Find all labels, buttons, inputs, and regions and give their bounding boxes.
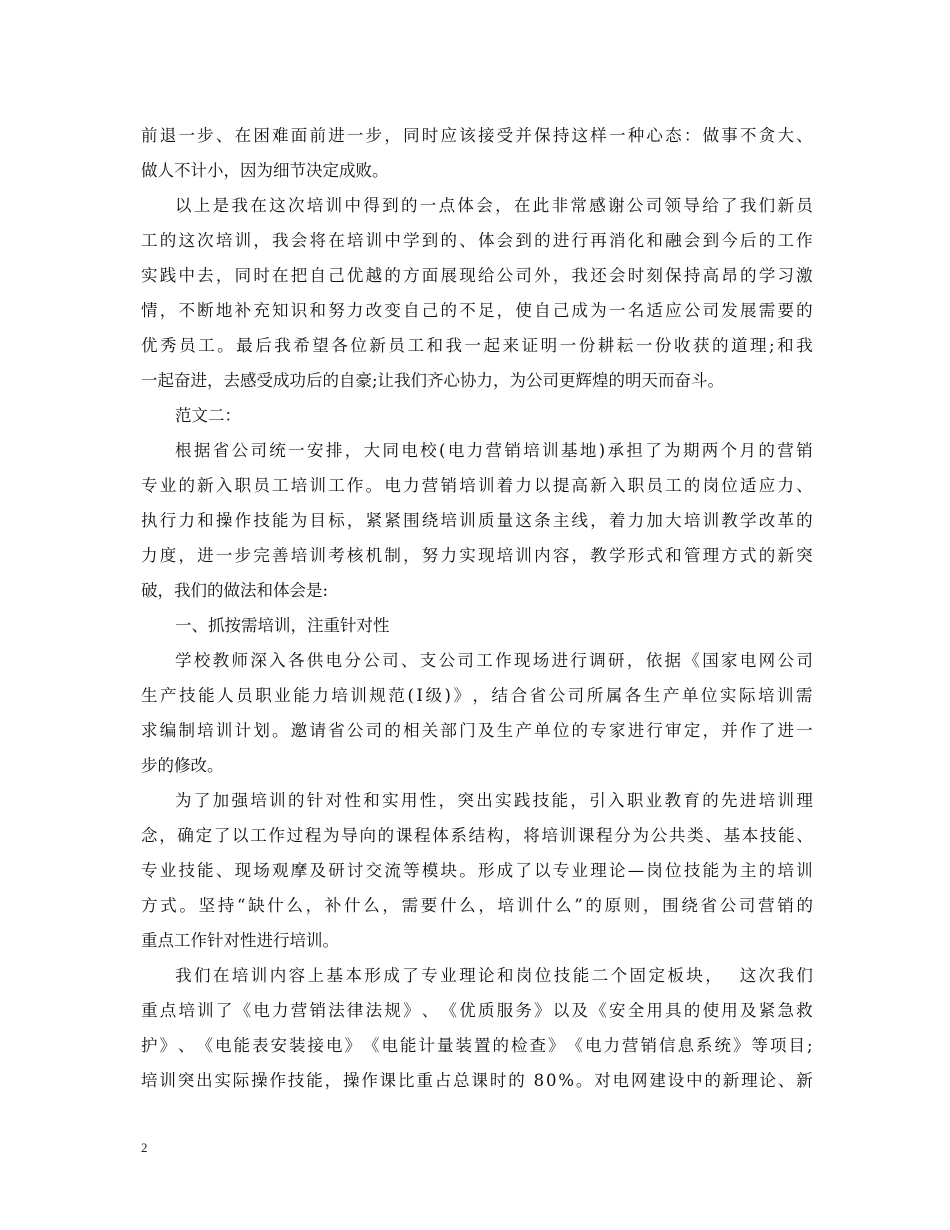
text-line [141,363,813,398]
text-line: 护 》 、 《 电 能 表 安 装 接 电 》 《 电 能 计 量 装 置 的 检 查 》 《 电 力 营 销 信 息 系 统 》 等 项 目 ; [141,1036,813,1055]
text-line-content: 一、抓按需培训，注重针对性 [175,616,390,635]
text-line [141,573,813,608]
text-line-content: 做人不计小，因为细节决定成败。 [141,161,389,180]
text-line: 优 秀 员 工 。 最 后 我 希 望 各 位 新 员 工 和 我 一 起 来 证 明 一 份 耕 耘 一 份 收 获 的 道 理 ; 和 我 [141,336,813,355]
text-line: 方 式 。 坚 持 “ 缺 什 么 ， 补 什 么 ， 需 要 什 么 ， 培 训 什 么 ” 的 原 则 ， 围 绕 省 公 司 营 销 的 [141,896,813,915]
text-line: 力 度 ， 进 一 步 完 善 培 训 考 核 机 制 ， 努 力 实 现 培 训 内 容 ， 教 学 形 式 和 管 理 方 式 的 新 突 [141,546,813,565]
text-line: 培 训 突 出 实 际 操 作 技 能 ， 操 作 课 比 重 占 总 课 时 的 8 0 % 。 对 电 网 建 设 中 的 新 理 论 、 新 [141,1071,813,1090]
text-line: 我 们 在 培 训 内 容 上 基 本 形 成 了 专 业 理 论 和 岗 位 技 能 二 个 固 定 板 块 ， 这 次 我 们 [175,966,813,985]
text-line: 前 退 一 步 、 在 困 难 面 前 进 一 步 ， 同 时 应 该 接 受 并 保 持 这 样 一 种 心 态 ： 做 事 不 贪 大 、 [141,126,813,145]
text-line: 专 业 的 新 入 职 员 工 培 训 工 作 。 电 力 营 销 培 训 着 力 以 提 高 新 入 职 员 工 的 岗 位 适 应 力 、 [141,476,813,495]
text-line-content: 步的修改。 [141,756,224,775]
text-line: 根 据 省 公 司 统 一 安 排 ， 大 同 电 校 ( 电 力 营 销 培 训 基 地 ) 承 担 了 为 期 两 个 月 的 营 销 [175,441,813,460]
text-line: 为 了 加 强 培 训 的 针 对 性 和 实 用 性 ， 突 出 实 践 技 能 ， 引 入 职 业 教 育 的 先 进 培 训 理 [175,791,813,810]
text-line: 求 编 制 培 训 计 划 。 邀 请 省 公 司 的 相 关 部 门 及 生 产 单 位 的 专 家 进 行 审 定 ， 并 作 了 进 一 [141,721,813,740]
text-line-content: 破，我们的做法和体会是: [141,581,329,600]
text-line-content: 范文二： [175,406,241,425]
text-line-content: 一起奋进，去感受成功后的自豪;让我们齐心协力，为公司更辉煌的明天而奋斗。 [141,371,725,390]
text-line: 情 ， 不 断 地 补 充 知 识 和 努 力 改 变 自 己 的 不 足 ， 使 自 己 成 为 一 名 适 应 公 司 发 展 需 要 的 [141,301,813,320]
text-line: 重 点 培 训 了 《 电 力 营 销 法 律 法 规 》 、 《 优 质 服 务 》 以 及 《 安 全 用 具 的 使 用 及 紧 急 救 [141,1001,813,1020]
text-line [141,923,813,958]
text-line [141,153,813,188]
page-number: 2 [141,1140,148,1155]
text-line [141,398,813,433]
text-line: 实 践 中 去 ， 同 时 在 把 自 己 优 越 的 方 面 展 现 给 公 司 外 ， 我 还 会 时 刻 保 持 高 昂 的 学 习 激 [141,266,813,285]
text-line [141,608,813,643]
text-line: 学 校 教 师 深 入 各 供 电 分 公 司 、 支 公 司 工 作 现 场 进 行 调 研 ， 依 据 《 国 家 电 网 公 司 [175,651,813,670]
text-line [141,748,813,783]
text-line: 专 业 技 能 、 现 场 观 摩 及 研 讨 交 流 等 模 块 。 形 成 了 以 专 业 理 论 — 岗 位 技 能 为 主 的 培 训 [141,861,813,880]
text-line: 执 行 力 和 操 作 技 能 为 目 标 ， 紧 紧 围 绕 培 训 质 量 这 条 主 线 ， 着 力 加 大 培 训 教 学 改 革 的 [141,511,813,530]
text-line-content: 重点工作针对性进行培训。 [141,931,339,950]
text-line: 工 的 这 次 培 训 ， 我 会 将 在 培 训 中 学 到 的 、 体 会 到 的 进 行 再 消 化 和 融 会 到 今 后 的 工 作 [141,231,813,250]
text-line: 以 上 是 我 在 这 次 培 训 中 得 到 的 一 点 体 会 ， 在 此 非 常 感 谢 公 司 领 导 给 了 我 们 新 员 [175,196,813,215]
text-line: 念 ， 确 定 了 以 工 作 过 程 为 导 向 的 课 程 体 系 结 构 ， 将 培 训 课 程 分 为 公 共 类 、 基 本 技 能 、 [141,826,813,845]
text-line: 生 产 技 能 人 员 职 业 能 力 培 训 规 范 ( I 级 ) 》 ， 结 合 省 公 司 所 属 各 生 产 单 位 实 际 培 训 需 [141,686,813,705]
body-text [141,118,813,1098]
